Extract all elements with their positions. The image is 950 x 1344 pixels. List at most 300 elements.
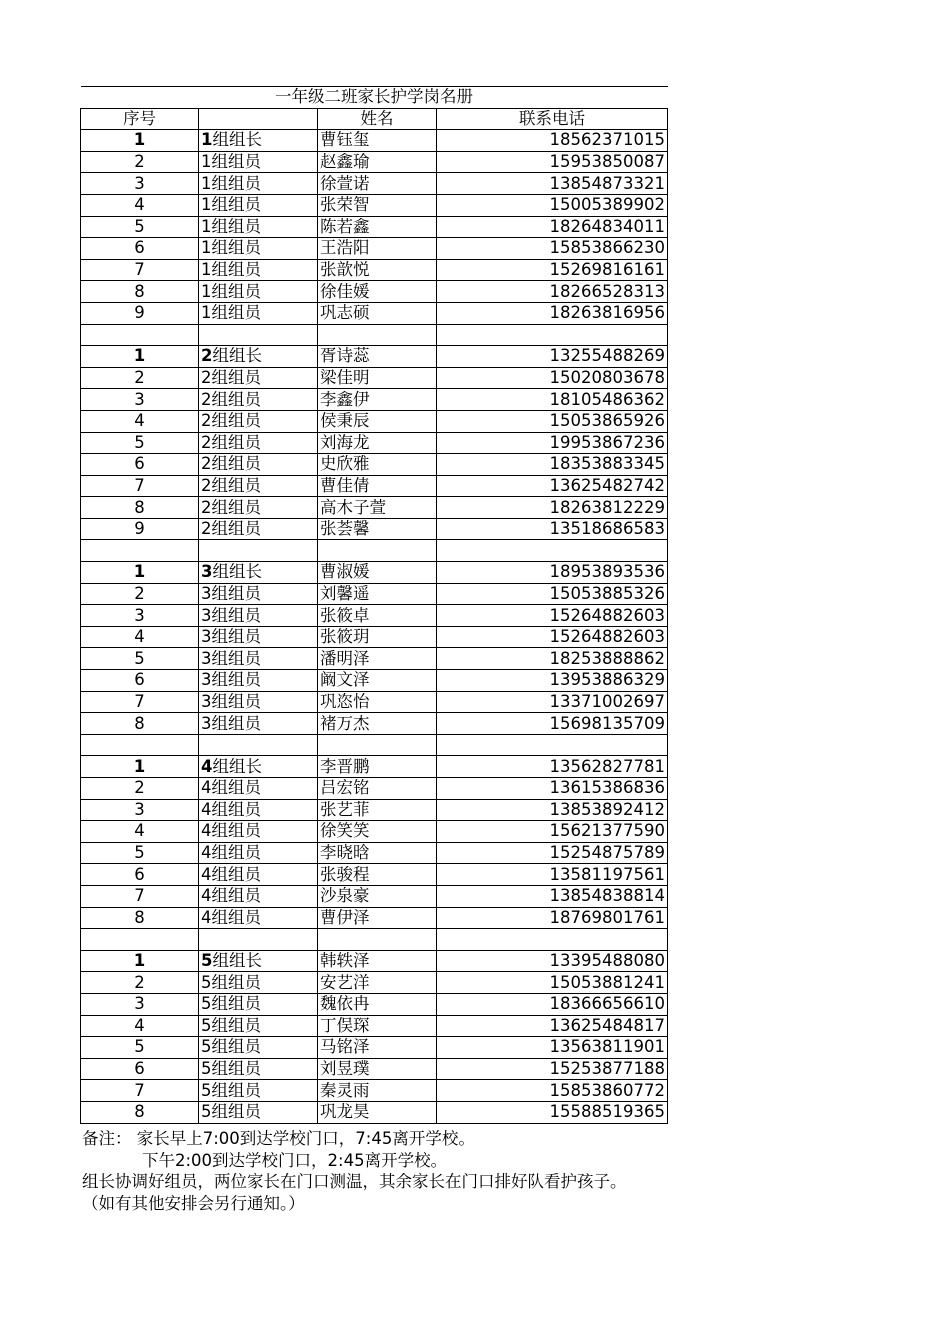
name-cell: 张骏程: [318, 864, 437, 886]
header-group: [199, 108, 318, 130]
group-cell: [199, 518, 318, 540]
phone-cell: 13562827781: [437, 756, 668, 778]
name-cell: 梁佳明: [318, 367, 437, 389]
table-row: [81, 562, 668, 584]
group-number: 2: [201, 432, 212, 452]
note-line-3: 组长协调好组员，两位家长在门口测温，其余家长在门口排好队看护孩子。: [82, 1172, 627, 1192]
seq-cell: 5: [81, 1037, 199, 1059]
seq-cell: 6: [81, 454, 199, 476]
group-role: 组组员: [211, 238, 261, 258]
seq-cell: 2: [81, 583, 199, 605]
name-cell: 吕宏铭: [318, 778, 437, 800]
group-cell: [199, 864, 318, 886]
group-number: 1: [201, 281, 212, 301]
seq-cell: 5: [81, 842, 199, 864]
phone-cell: 18253888862: [437, 648, 668, 670]
group-cell: [199, 1037, 318, 1059]
group-number: 4: [201, 821, 212, 841]
table-row: [81, 194, 668, 216]
blank-cell: [318, 324, 437, 346]
phone-cell: 15269816161: [437, 259, 668, 281]
group-number: 3: [201, 713, 212, 733]
phone-cell: 18263816956: [437, 302, 668, 324]
group-number: 5: [201, 972, 212, 992]
name-cell: 巩恣怡: [318, 691, 437, 713]
group-role: 组组员: [211, 497, 261, 517]
name-cell: 徐萱诺: [318, 173, 437, 195]
group-role: 组组员: [211, 778, 261, 798]
table-row: [81, 821, 668, 843]
group-cell: [199, 389, 318, 411]
group-role: 组组员: [211, 475, 261, 495]
seq-cell: 1: [81, 130, 199, 152]
group-cell: [199, 907, 318, 929]
header-name: 姓名: [318, 108, 437, 130]
name-cell: 刘昱璞: [318, 1058, 437, 1080]
group-cell: [199, 670, 318, 692]
blank-cell: [81, 929, 199, 951]
phone-cell: 15853860772: [437, 1080, 668, 1102]
group-number: 4: [201, 778, 212, 798]
group-role: 组组员: [211, 432, 261, 452]
group-number: 2: [201, 346, 213, 366]
phone-cell: 13518686583: [437, 518, 668, 540]
name-cell: 曹淑媛: [318, 562, 437, 584]
notes: [82, 1128, 627, 1214]
name-cell: 沙泉豪: [318, 885, 437, 907]
group-cell: [199, 259, 318, 281]
group-cell: [199, 950, 318, 972]
group-number: 4: [201, 799, 212, 819]
group-cell: [199, 432, 318, 454]
seq-cell: 6: [81, 1058, 199, 1080]
name-cell: 侯秉辰: [318, 410, 437, 432]
group-role: 组组长: [212, 562, 262, 582]
seq-cell: 2: [81, 972, 199, 994]
name-cell: 李晓晗: [318, 842, 437, 864]
name-cell: 巩龙昊: [318, 1101, 437, 1123]
table-row: [81, 389, 668, 411]
blank-cell: [318, 929, 437, 951]
seq-cell: 1: [81, 756, 199, 778]
table-row: [81, 842, 668, 864]
group-cell: [199, 1015, 318, 1037]
name-cell: 曹伊泽: [318, 907, 437, 929]
group-cell: [199, 410, 318, 432]
phone-cell: 13625484817: [437, 1015, 668, 1037]
phone-cell: 18263812229: [437, 497, 668, 519]
name-cell: 刘海龙: [318, 432, 437, 454]
phone-cell: 13615386836: [437, 778, 668, 800]
name-cell: 马铭泽: [318, 1037, 437, 1059]
table-row: [81, 346, 668, 368]
phone-cell: 15698135709: [437, 713, 668, 735]
group-number: 5: [201, 1059, 212, 1079]
name-cell: 张筱玥: [318, 626, 437, 648]
seq-cell: 7: [81, 691, 199, 713]
group-role: 组组员: [211, 368, 261, 388]
seq-cell: 7: [81, 1080, 199, 1102]
blank-row: [81, 929, 668, 951]
group-role: 组组员: [211, 864, 261, 884]
group-cell: [199, 583, 318, 605]
table-row: [81, 950, 668, 972]
seq-cell: 8: [81, 907, 199, 929]
roster-body: [81, 87, 668, 1124]
title-row: [81, 87, 668, 109]
group-number: 2: [201, 519, 212, 539]
group-cell: [199, 605, 318, 627]
phone-cell: 13255488269: [437, 346, 668, 368]
group-cell: [199, 842, 318, 864]
group-role: 组组员: [211, 972, 261, 992]
seq-cell: 2: [81, 778, 199, 800]
group-role: 组组员: [211, 519, 261, 539]
table-row: [81, 173, 668, 195]
group-role: 组组员: [211, 173, 261, 193]
group-number: 4: [201, 886, 212, 906]
group-cell: [199, 302, 318, 324]
note-line-1: 备注： 家长早上7:00到达学校门口，7:45离开学校。: [82, 1129, 475, 1148]
group-role: 组组长: [212, 130, 262, 150]
group-role: 组组员: [211, 648, 261, 668]
seq-cell: 3: [81, 389, 199, 411]
table-row: [81, 626, 668, 648]
group-role: 组组长: [212, 951, 262, 971]
table-row: [81, 432, 668, 454]
blank-cell: [437, 540, 668, 562]
phone-cell: 13625482742: [437, 475, 668, 497]
table-row: [81, 756, 668, 778]
group-cell: [199, 1101, 318, 1123]
blank-row: [81, 324, 668, 346]
table-row: [81, 670, 668, 692]
phone-cell: 18264834011: [437, 216, 668, 238]
table-row: [81, 648, 668, 670]
phone-cell: 18266528313: [437, 281, 668, 303]
seq-cell: 7: [81, 259, 199, 281]
name-cell: 陈若鑫: [318, 216, 437, 238]
group-role: 组组员: [211, 389, 261, 409]
seq-cell: 5: [81, 648, 199, 670]
group-cell: [199, 626, 318, 648]
phone-cell: 15588519365: [437, 1101, 668, 1123]
group-number: 2: [201, 368, 212, 388]
group-cell: [199, 281, 318, 303]
phone-cell: 13371002697: [437, 691, 668, 713]
table-row: [81, 885, 668, 907]
name-cell: 刘馨遥: [318, 583, 437, 605]
table-row: [81, 130, 668, 152]
name-cell: 徐笑笑: [318, 821, 437, 843]
name-cell: 张歆悦: [318, 259, 437, 281]
table-row: [81, 475, 668, 497]
group-number: 3: [201, 670, 212, 690]
group-number: 3: [201, 648, 212, 668]
phone-cell: 15020803678: [437, 367, 668, 389]
group-number: 5: [201, 951, 213, 971]
group-number: 2: [201, 389, 212, 409]
name-cell: 徐佳媛: [318, 281, 437, 303]
name-cell: 高木子萱: [318, 497, 437, 519]
phone-cell: 13395488080: [437, 950, 668, 972]
table-row: [81, 497, 668, 519]
phone-cell: 18105486362: [437, 389, 668, 411]
group-cell: [199, 454, 318, 476]
phone-cell: 18769801761: [437, 907, 668, 929]
blank-cell: [81, 734, 199, 756]
group-cell: [199, 130, 318, 152]
group-number: 4: [201, 864, 212, 884]
header-phone: 联系电话: [437, 108, 668, 130]
blank-cell: [437, 734, 668, 756]
phone-cell: 18366656610: [437, 993, 668, 1015]
group-role: 组组员: [211, 907, 261, 927]
group-number: 1: [201, 195, 212, 215]
name-cell: 安艺洋: [318, 972, 437, 994]
name-cell: 张荣智: [318, 194, 437, 216]
group-number: 4: [201, 756, 213, 776]
name-cell: 张艺菲: [318, 799, 437, 821]
group-cell: [199, 367, 318, 389]
name-cell: 韩轶泽: [318, 950, 437, 972]
name-cell: 曹钰玺: [318, 130, 437, 152]
group-role: 组组员: [211, 1059, 261, 1079]
group-role: 组组员: [211, 1037, 261, 1057]
group-role: 组组员: [211, 670, 261, 690]
group-number: 3: [201, 691, 212, 711]
seq-cell: 2: [81, 367, 199, 389]
table-row: [81, 583, 668, 605]
seq-cell: 3: [81, 799, 199, 821]
seq-cell: 1: [81, 562, 199, 584]
name-cell: 王浩阳: [318, 238, 437, 260]
group-role: 组组员: [211, 216, 261, 236]
name-cell: 赵鑫瑜: [318, 151, 437, 173]
group-role: 组组员: [211, 454, 261, 474]
blank-cell: [81, 540, 199, 562]
group-number: 4: [201, 843, 212, 863]
blank-row: [81, 540, 668, 562]
phone-cell: 18953893536: [437, 562, 668, 584]
seq-cell: 7: [81, 475, 199, 497]
seq-cell: 5: [81, 216, 199, 238]
group-cell: [199, 648, 318, 670]
name-cell: 褚万杰: [318, 713, 437, 735]
name-cell: 张荟馨: [318, 518, 437, 540]
phone-cell: 13853892412: [437, 799, 668, 821]
group-cell: [199, 562, 318, 584]
phone-cell: 19953867236: [437, 432, 668, 454]
name-cell: 张筱卓: [318, 605, 437, 627]
group-number: 3: [201, 562, 213, 582]
group-role: 组组员: [211, 713, 261, 733]
blank-cell: [437, 929, 668, 951]
group-cell: [199, 475, 318, 497]
table-row: [81, 410, 668, 432]
phone-cell: 15254875789: [437, 842, 668, 864]
table-row: [81, 518, 668, 540]
group-role: 组组长: [212, 346, 262, 366]
group-number: 2: [201, 497, 212, 517]
group-number: 3: [201, 583, 212, 603]
group-number: 1: [201, 238, 212, 258]
blank-cell: [318, 734, 437, 756]
table-row: [81, 302, 668, 324]
blank-row: [81, 734, 668, 756]
phone-cell: 13953886329: [437, 670, 668, 692]
blank-cell: [437, 324, 668, 346]
table-row: [81, 799, 668, 821]
seq-cell: 4: [81, 194, 199, 216]
phone-cell: 13854873321: [437, 173, 668, 195]
group-role: 组组员: [211, 303, 261, 323]
group-cell: [199, 799, 318, 821]
seq-cell: 4: [81, 821, 199, 843]
phone-cell: 13563811901: [437, 1037, 668, 1059]
note-line-2: 下午2:00到达学校门口，2:45离开学校。: [142, 1150, 448, 1170]
phone-cell: 18562371015: [437, 130, 668, 152]
group-role: 组组长: [212, 756, 262, 776]
group-role: 组组员: [211, 691, 261, 711]
table-row: [81, 238, 668, 260]
phone-cell: 15005389902: [437, 194, 668, 216]
group-cell: [199, 216, 318, 238]
table-row: [81, 281, 668, 303]
phone-cell: 15253877188: [437, 1058, 668, 1080]
group-number: 5: [201, 1037, 212, 1057]
group-cell: [199, 691, 318, 713]
phone-cell: 15953850087: [437, 151, 668, 173]
table-row: [81, 1080, 668, 1102]
group-number: 5: [201, 994, 212, 1014]
group-number: 1: [201, 173, 212, 193]
blank-cell: [318, 540, 437, 562]
table-title: 一年级二班家长护学岗名册: [81, 87, 668, 109]
name-cell: 阚文泽: [318, 670, 437, 692]
header-row: [81, 108, 668, 130]
group-cell: [199, 346, 318, 368]
table-row: [81, 864, 668, 886]
seq-cell: 3: [81, 993, 199, 1015]
name-cell: 潘明泽: [318, 648, 437, 670]
name-cell: 胥诗蕊: [318, 346, 437, 368]
seq-cell: 8: [81, 497, 199, 519]
table-row: [81, 605, 668, 627]
table-row: [81, 1015, 668, 1037]
group-cell: [199, 1058, 318, 1080]
group-number: 1: [201, 260, 212, 280]
group-number: 3: [201, 605, 212, 625]
name-cell: 魏依冉: [318, 993, 437, 1015]
group-number: 2: [201, 454, 212, 474]
group-role: 组组员: [211, 799, 261, 819]
table-row: [81, 367, 668, 389]
seq-cell: 4: [81, 1015, 199, 1037]
table-row: [81, 691, 668, 713]
group-cell: [199, 993, 318, 1015]
group-role: 组组员: [211, 260, 261, 280]
note-line-4: （如有其他安排会另行通知。）: [82, 1193, 305, 1213]
group-number: 2: [201, 411, 212, 431]
table-row: [81, 778, 668, 800]
group-role: 组组员: [211, 1015, 261, 1035]
group-role: 组组员: [211, 152, 261, 172]
phone-cell: 15053885326: [437, 583, 668, 605]
table-row: [81, 1058, 668, 1080]
group-cell: [199, 778, 318, 800]
group-role: 组组员: [211, 627, 261, 647]
seq-cell: 8: [81, 1101, 199, 1123]
group-cell: [199, 756, 318, 778]
table-row: [81, 907, 668, 929]
group-role: 组组员: [211, 994, 261, 1014]
header-seq: 序号: [81, 108, 199, 130]
seq-cell: 6: [81, 864, 199, 886]
seq-cell: 5: [81, 432, 199, 454]
seq-cell: 6: [81, 238, 199, 260]
group-number: 1: [201, 216, 212, 236]
phone-cell: 15621377590: [437, 821, 668, 843]
group-role: 组组员: [211, 195, 261, 215]
phone-cell: 18353883345: [437, 454, 668, 476]
seq-cell: 3: [81, 173, 199, 195]
phone-cell: 15053865926: [437, 410, 668, 432]
name-cell: 李鑫伊: [318, 389, 437, 411]
group-role: 组组员: [211, 821, 261, 841]
name-cell: 曹佳倩: [318, 475, 437, 497]
seq-cell: 7: [81, 885, 199, 907]
group-number: 1: [201, 152, 212, 172]
phone-cell: 13581197561: [437, 864, 668, 886]
group-cell: [199, 972, 318, 994]
seq-cell: 8: [81, 281, 199, 303]
phone-cell: 15853866230: [437, 238, 668, 260]
table-row: [81, 972, 668, 994]
group-number: 5: [201, 1015, 212, 1035]
group-number: 5: [201, 1080, 212, 1100]
name-cell: 李晋鹏: [318, 756, 437, 778]
phone-cell: 15264882603: [437, 626, 668, 648]
table-row: [81, 151, 668, 173]
table-row: [81, 1101, 668, 1123]
phone-cell: 13854838814: [437, 885, 668, 907]
seq-cell: 1: [81, 950, 199, 972]
group-number: 5: [201, 1102, 212, 1122]
table-row: [81, 216, 668, 238]
group-cell: [199, 821, 318, 843]
table-row: [81, 259, 668, 281]
group-number: 2: [201, 475, 212, 495]
name-cell: 史欣雅: [318, 454, 437, 476]
group-cell: [199, 885, 318, 907]
blank-cell: [81, 324, 199, 346]
group-cell: [199, 151, 318, 173]
phone-cell: 15264882603: [437, 605, 668, 627]
group-role: 组组员: [211, 605, 261, 625]
group-cell: [199, 194, 318, 216]
table-row: [81, 993, 668, 1015]
group-cell: [199, 713, 318, 735]
table-row: [81, 713, 668, 735]
group-cell: [199, 238, 318, 260]
group-cell: [199, 1080, 318, 1102]
phone-cell: 15053881241: [437, 972, 668, 994]
table-row: [81, 1037, 668, 1059]
seq-cell: 3: [81, 605, 199, 627]
seq-cell: 1: [81, 346, 199, 368]
seq-cell: 2: [81, 151, 199, 173]
